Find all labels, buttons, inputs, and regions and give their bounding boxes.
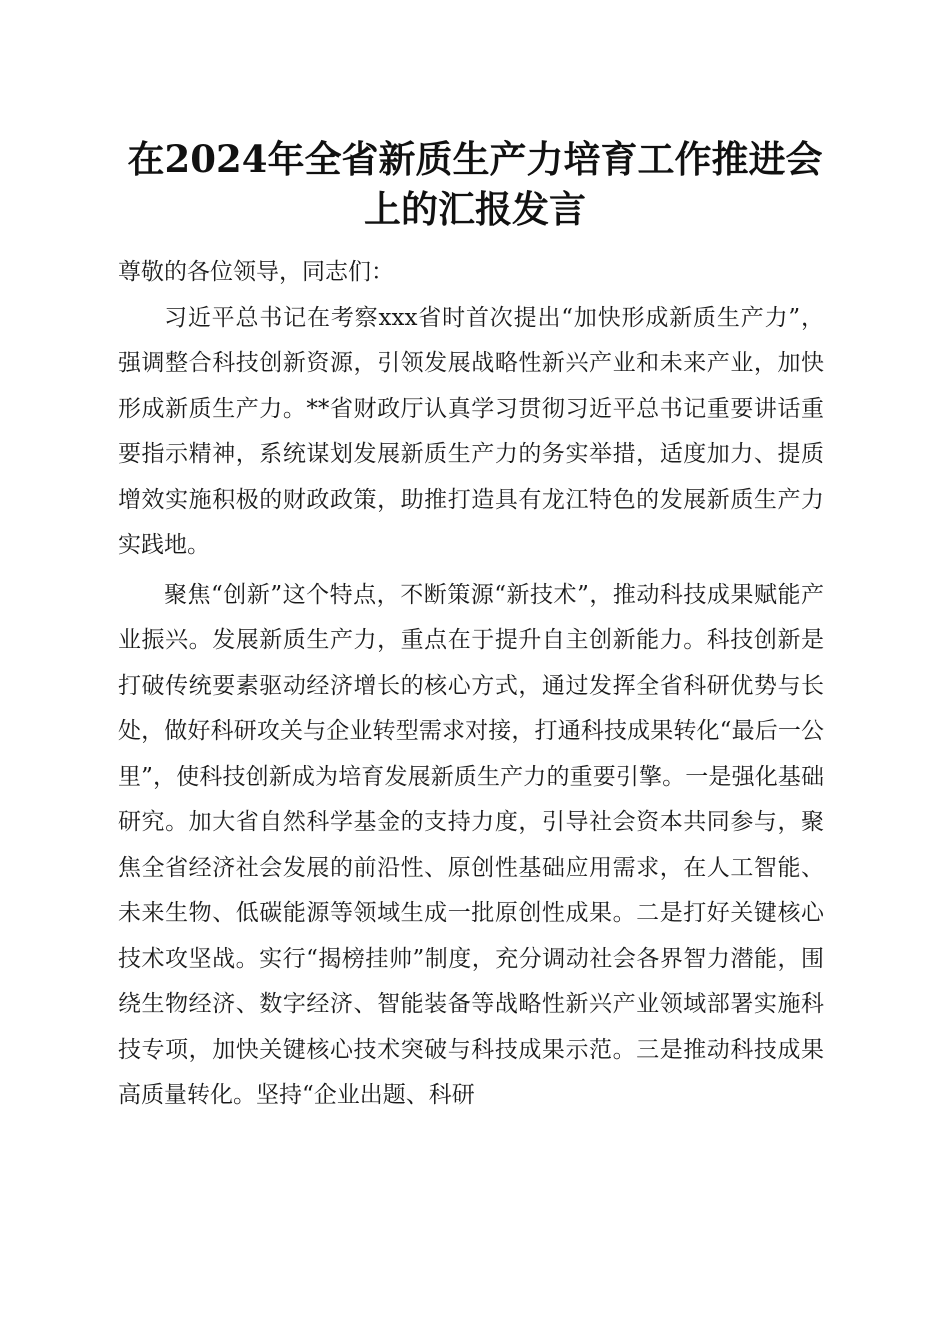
salutation: 尊敬的各位领导，同志们：	[118, 259, 394, 285]
paragraph-2: 聚焦“创新”这个特点，不断策源“新技术”，推动科技成果赋能产业振兴。发展新质生产力，重点在于提升自主创新能力。科技创新是打破传统要素驱动经济增长的核心方式，通过发挥全省科研优势与长处，做好科研攻关与企业转型需求对接，打通科技成果转化“最后一公里”，使科技创新成为培育发展新质生产力的重要引擎。一是强化基础研究。加大省自然科学基金的支持力度，引导社会资本共同参与，聚焦全省经济社会发展的前沿性、原创性基础应用需求，在人工智能、未来生物、低碳能源等领域生成一批原创性成果。二是打好关键核心技术攻坚战。实行“揭榜挂帅”制度，充分调动社会各界智力潜能，围绕生物经济、数字经济、智能装备等战略性新兴产业领域部署实施科技专项，加快关键核心技术突破与科技成果示范。三是推动科技成果高质量转化。坚持“企业出题、科研	[118, 581, 824, 1108]
document-title: 在2024年全省新质生产力培育工作推进会上的汇报发言	[127, 137, 823, 231]
document-body	[118, 250, 824, 1119]
paragraph-1: 习近平总书记在考察xxx省时首次提出“加快形成新质生产力”，强调整合科技创新资源，引领发展战略性新兴产业和未来产业，加快形成新质生产力。**省财政厅认真学习贯彻习近平总书记重要讲话重要指示精神，系统谋划发展新质生产力的务实举措，适度加力、提质增效实施积极的财政政策，助推打造具有龙江特色的发展新质生产力实践地。	[118, 304, 824, 558]
